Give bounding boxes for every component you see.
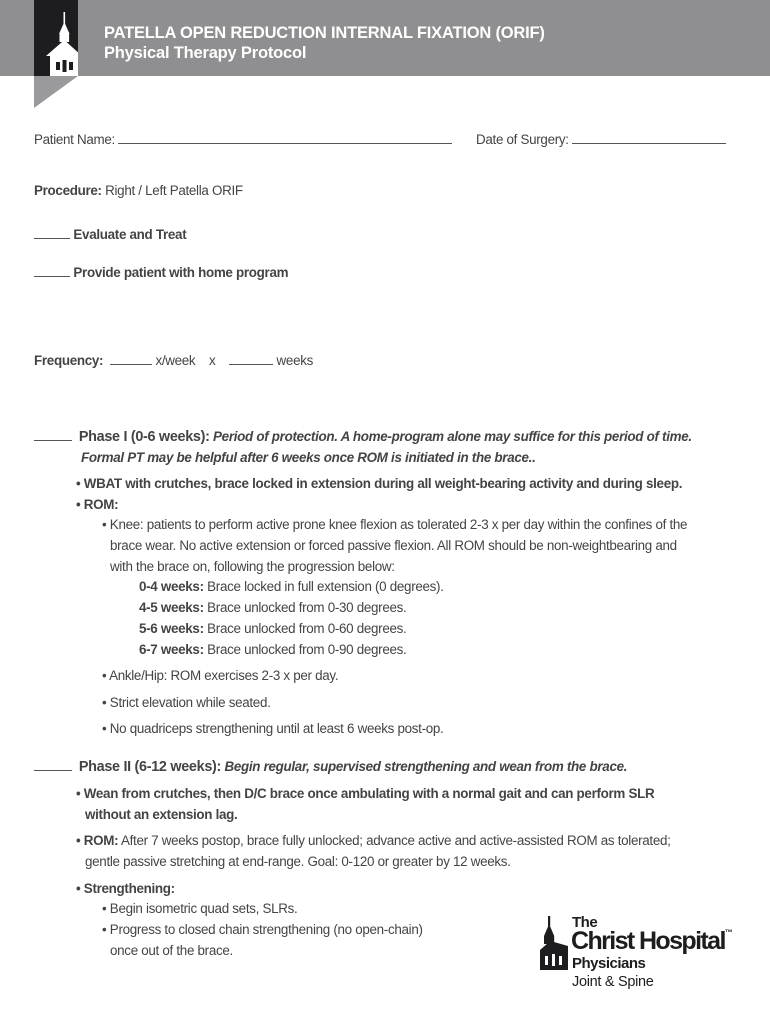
patient-name-label: Patient Name: [34, 132, 115, 147]
phase1-knee-line3: with the brace on, following the progression below: [110, 559, 395, 574]
phase1-ankle: • Ankle/Hip: ROM exercises 2-3 x per day. [102, 668, 339, 683]
progression-item [139, 577, 444, 597]
phase1-wbat: • WBAT with crutches, brace locked in extension during all weight-bearing activity and during sleep. [76, 476, 683, 491]
progression-item [139, 598, 406, 618]
phase1-rom: • ROM: [76, 497, 119, 512]
logo-tm: ™ [724, 928, 733, 937]
progression-weeks: 0-4 weeks: [139, 579, 204, 594]
phase1-desc-line1: Period of protection. A home-program alone may suffice for this period of time. [213, 429, 692, 444]
phase1-knee-line2: brace wear. No active extension or forced passive flexion. All ROM should be non-weightbearing and [110, 538, 677, 553]
frequency-weeks-blank[interactable] [229, 351, 273, 365]
phase2-title: Phase II (6-12 weeks): [78, 759, 222, 775]
phase1-no-quad: • No quadriceps strengthening until at least 6 weeks post-op. [102, 721, 444, 736]
progression-item [139, 619, 406, 639]
logo-dept: Joint & Spine [572, 974, 654, 990]
patient-name-field[interactable] [34, 130, 452, 150]
document-title [104, 23, 545, 63]
phase1-title: Phase I (0-6 weeks): [78, 429, 210, 445]
phase2-rom-text: After 7 weeks postop, brace fully unlocked; advance active and active-assisted ROM as tolerated; [121, 833, 671, 848]
patient-name-blank[interactable] [118, 130, 452, 144]
phase2-strength-label: • Strengthening: [76, 881, 175, 896]
phase2-rom-label: • ROM: [76, 833, 119, 848]
phase2-strength-cont: once out of the brace. [110, 943, 233, 958]
procedure-row [34, 181, 243, 201]
phase2-wean-line2: without an extension lag. [85, 807, 238, 822]
phase1-check-blank[interactable] [34, 427, 72, 441]
logo-name-text: Christ Hospital [571, 927, 725, 955]
phase2-heading [34, 757, 627, 777]
frequency-weeks: weeks [276, 353, 314, 368]
checklist-blank[interactable] [34, 263, 70, 277]
progression-item [139, 640, 406, 660]
steeple-icon [540, 916, 568, 970]
phase1-heading [34, 427, 692, 447]
phase2-check-blank[interactable] [34, 757, 72, 771]
title-line-2: Physical Therapy Protocol [104, 44, 307, 62]
phase2-desc: Begin regular, supervised strengthening and wean from the brace. [224, 759, 628, 774]
procedure-value: Right / Left Patella ORIF [105, 183, 243, 198]
surgery-date-blank[interactable] [572, 130, 726, 144]
progression-text: Brace unlocked from 0-90 degrees. [207, 642, 407, 657]
checklist-label: Provide patient with home program [73, 265, 289, 280]
hospital-logo-flag [34, 0, 78, 108]
title-line-1: PATELLA OPEN REDUCTION INTERNAL FIXATION (ORIF) [104, 24, 545, 42]
checklist-item-evaluate[interactable] [34, 225, 186, 245]
frequency-per-week: x/week [155, 353, 196, 368]
phase2-rom-line2: gentle passive stretching at end-range. Goal: 0-120 or greater by 12 weeks. [85, 854, 511, 869]
phase1-desc-line2: Formal PT may be helpful after 6 weeks once ROM is initiated in the brace.. [81, 450, 536, 465]
progression-weeks: 5-6 weeks: [139, 621, 204, 636]
progression-text: Brace unlocked from 0-60 degrees. [207, 621, 407, 636]
phase2-rom-line1 [76, 831, 671, 851]
checklist-label: Evaluate and Treat [73, 227, 187, 242]
logo-the: The [572, 914, 598, 931]
checklist-item-home-program[interactable] [34, 263, 288, 283]
phase2-wean-line1: • Wean from crutches, then D/C brace once ambulating with a normal gait and can perform SLR [76, 786, 655, 801]
frequency-times: x [209, 353, 216, 368]
progression-text: Brace unlocked from 0-30 degrees. [207, 600, 407, 615]
frequency-row [34, 351, 313, 371]
logo-physicians: Physicians [572, 955, 646, 972]
phase1-elevation: • Strict elevation while seated. [102, 695, 271, 710]
surgery-date-label: Date of Surgery: [476, 132, 569, 147]
frequency-per-week-blank[interactable] [110, 351, 152, 365]
progression-weeks: 6-7 weeks: [139, 642, 204, 657]
logo-name [571, 927, 733, 956]
phase2-strength-item: • Begin isometric quad sets, SLRs. [102, 901, 298, 916]
progression-text: Brace locked in full extension (0 degrees). [207, 579, 444, 594]
christ-hospital-logo [540, 914, 755, 994]
surgery-date-field[interactable] [476, 130, 726, 150]
checklist-blank[interactable] [34, 225, 70, 239]
phase2-strength-item: • Progress to closed chain strengthening (no open-chain) [102, 922, 423, 937]
procedure-label: Procedure: [34, 183, 102, 198]
progression-weeks: 4-5 weeks: [139, 600, 204, 615]
phase1-knee-line1: • Knee: patients to perform active prone knee flexion as tolerated 2-3 x per day within the confines of the [102, 517, 688, 532]
frequency-label: Frequency: [34, 353, 104, 368]
